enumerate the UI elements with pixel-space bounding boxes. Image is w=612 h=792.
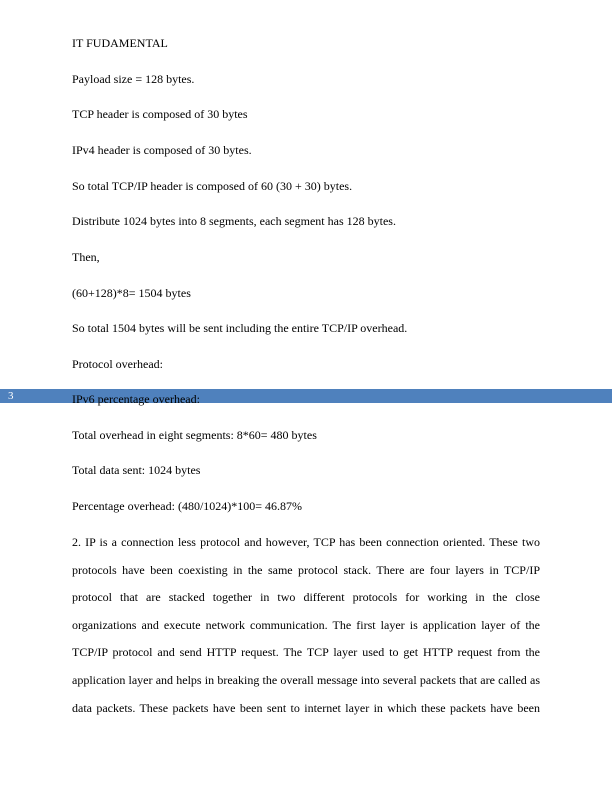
paragraph-line: 2. IP is a connection less protocol and however, TCP has been connection oriented. These two [72,535,540,549]
protocol-overhead-line: Protocol overhead: [72,357,163,371]
paragraph-line: protocols have been coexisting in the same protocol stack. There are four layers in TCP/IP [72,562,540,577]
paragraph-line: organizations and execute network communication. The first layer is application layer of the [72,617,540,632]
calculation-line: (60+128)*8= 1504 bytes [72,286,191,300]
page-number: 3 [8,390,14,402]
paragraph-line: TCP/IP protocol and send HTTP request. The TCP layer used to get HTTP request from the [72,645,540,660]
ipv4-header-line: IPv4 header is composed of 30 bytes. [72,143,252,157]
paragraph-line: data packets. These packets have been sent to internet layer in which these packets have been [72,700,540,715]
payload-size-line: Payload size = 128 bytes. [72,72,195,86]
paragraph-line: protocol that are stacked together in two different protocols for working in the close [72,590,540,605]
percentage-overhead-line: Percentage overhead: (480/1024)*100= 46.87% [72,499,303,513]
ipv6-overhead-line: IPv6 percentage overhead: [72,392,200,406]
tcp-header-line: TCP header is composed of 30 bytes [72,107,248,121]
total-data-line: Total data sent: 1024 bytes [72,463,201,477]
total-header-line: So total TCP/IP header is composed of 60 (30 + 30) bytes. [72,179,353,193]
total-overhead-line: Total overhead in eight segments: 8*60= 480 bytes [72,428,317,442]
then-line: Then, [72,250,100,264]
paragraph-line: application layer and helps in breaking the overall message into several packets that are called as [72,672,540,687]
distribute-line: Distribute 1024 bytes into 8 segments, each segment has 128 bytes. [72,214,396,228]
document-title: IT FUDAMENTAL [72,36,168,50]
total-bytes-line: So total 1504 bytes will be sent including the entire TCP/IP overhead. [72,321,408,335]
body-paragraph [72,535,540,728]
